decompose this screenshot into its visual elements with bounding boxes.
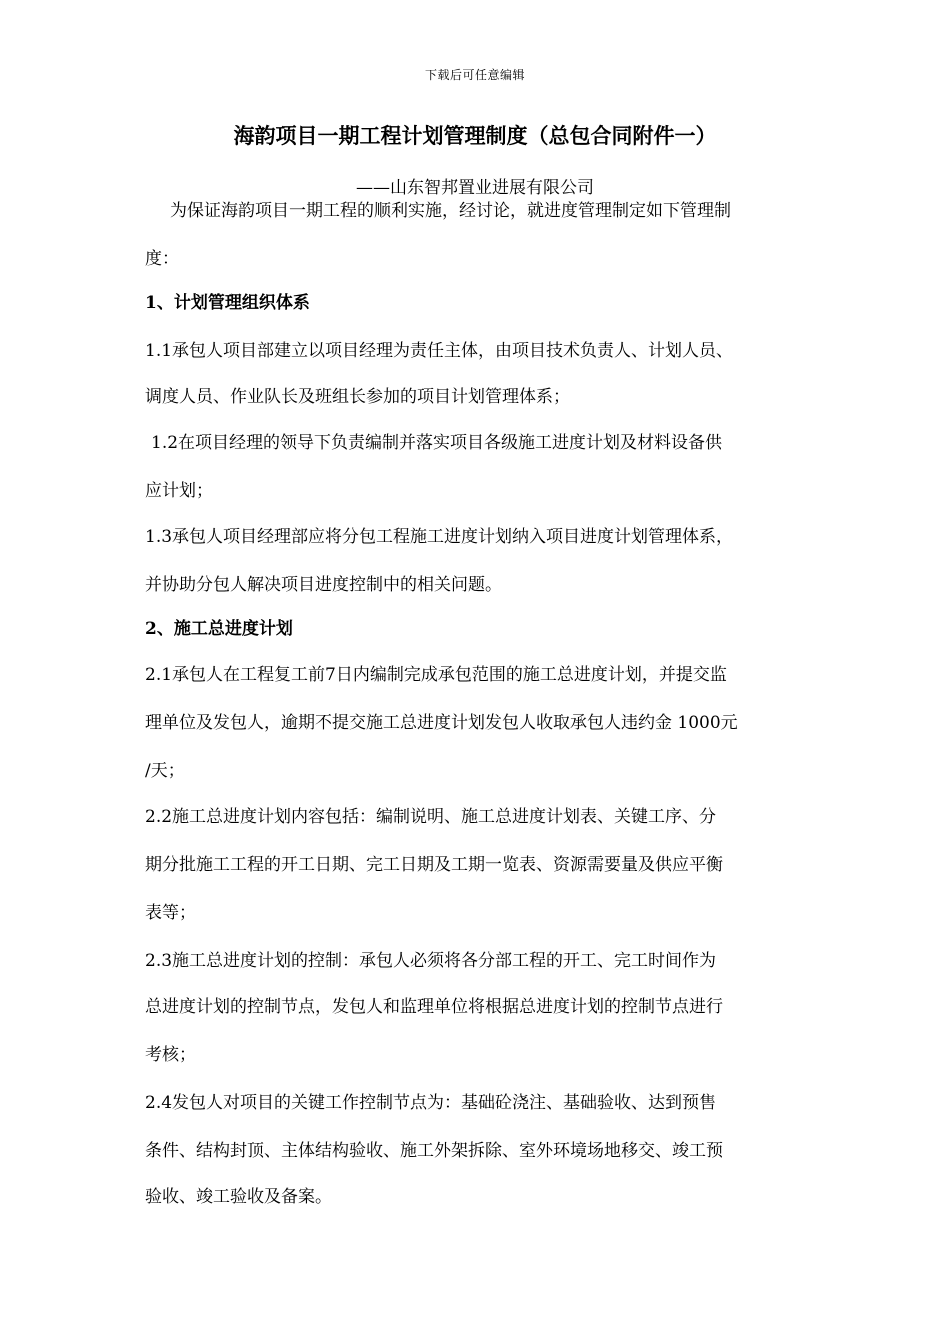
section-2-line: 条件、结构封顶、主体结构验收、施工外架拆除、室外环境场地移交、竣工预	[145, 1141, 723, 1161]
section-2-line: 2.4发包人对项目的关键工作控制节点为：基础砼浇注、基础验收、达到预售	[145, 1093, 717, 1113]
section-1-line: 并协助分包人解决项目进度控制中的相关问题。	[145, 575, 502, 595]
section-2-line: 理单位及发包人，逾期不提交施工总进度计划发包人收取承包人违约金 1000元	[145, 713, 738, 733]
document-title: 海韵项目一期工程计划管理制度（总包合同附件一）	[233, 123, 717, 148]
section-1-heading: 1、计划管理组织体系	[145, 293, 310, 313]
section-2-heading: 2、施工总进度计划	[145, 619, 293, 639]
section-1-line: 调度人员、作业队长及班组长参加的项目计划管理体系；	[145, 387, 570, 407]
section-1-line: 1.2在项目经理的领导下负责编制并落实项目各级施工进度计划及材料设备供	[151, 433, 723, 453]
section-2-line: 表等；	[145, 903, 196, 923]
section-2-line: 期分批施工工程的开工日期、完工日期及工期一览表、资源需要量及供应平衡	[145, 855, 723, 875]
intro-line-1: 为保证海韵项目一期工程的顺利实施，经讨论，就进度管理制定如下管理制	[170, 201, 731, 221]
section-2-line: 2.2施工总进度计划内容包括：编制说明、施工总进度计划表、关键工序、分	[145, 807, 717, 827]
section-1-line: 应计划；	[145, 481, 213, 501]
section-2-line: 考核；	[145, 1045, 196, 1065]
section-2-line: /天；	[145, 761, 185, 781]
section-1-line: 1.3承包人项目经理部应将分包工程施工进度计划纳入项目进度计划管理体系，	[145, 527, 734, 547]
header-note: 下载后可任意编辑	[424, 68, 525, 82]
section-1-line: 1.1承包人项目部建立以项目经理为责任主体，由项目技术负责人、计划人员、	[145, 341, 734, 361]
intro-line-2: 度：	[145, 249, 179, 269]
document-subtitle: ——山东智邦置业进展有限公司	[356, 178, 594, 198]
section-2-line: 验收、竣工验收及备案。	[145, 1187, 332, 1207]
section-2-line: 2.3施工总进度计划的控制：承包人必须将各分部工程的开工、完工时间作为	[145, 951, 717, 971]
section-2-line: 总进度计划的控制节点，发包人和监理单位将根据总进度计划的控制节点进行	[145, 997, 723, 1017]
section-2-line: 2.1承包人在工程复工前7日内编制完成承包范围的施工总进度计划，并提交监	[145, 665, 727, 685]
